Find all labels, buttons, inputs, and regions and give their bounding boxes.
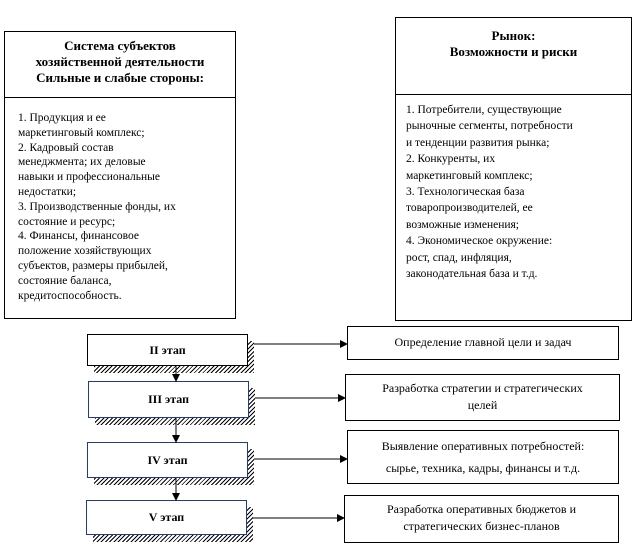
list-item: 4. Финансы, финансовое bbox=[18, 230, 139, 243]
list-item: товаропроизводителей, ее bbox=[406, 202, 533, 215]
list-item: 3. Технологическая база bbox=[406, 186, 525, 199]
stage-label: II этап bbox=[149, 343, 186, 357]
result-line: стратегических бизнес-планов bbox=[403, 519, 560, 533]
list-item: и тенденции развития рынка; bbox=[406, 136, 550, 149]
list-item: 3. Производственные фонды, их bbox=[18, 200, 176, 213]
left-box-title-line: Сильные и слабые стороны: bbox=[36, 70, 204, 85]
result-line: Разработка оперативных бюджетов и bbox=[386, 502, 576, 516]
stage-label: V этап bbox=[148, 510, 185, 524]
list-item: недостатки; bbox=[18, 185, 77, 198]
list-item: маркетинговый комплекс; bbox=[18, 126, 145, 139]
list-item: рыночные сегменты, потребности bbox=[406, 120, 573, 133]
list-item: 2. Конкуренты, их bbox=[406, 153, 496, 166]
list-item: 1. Потребители, существующие bbox=[406, 104, 562, 116]
list-item: 4. Экономическое окружение: bbox=[406, 235, 553, 248]
stage-label: III этап bbox=[148, 392, 189, 406]
right-box-title-line: Возможности и риски bbox=[449, 44, 578, 59]
list-item: законодательная база и т.д. bbox=[406, 268, 538, 281]
list-item: 2. Кадровый состав bbox=[18, 141, 114, 154]
list-item: положение хозяйствующих bbox=[18, 245, 152, 258]
list-item: рост, спад, инфляция, bbox=[406, 251, 512, 264]
result-line: Выявление оперативных потребностей: bbox=[381, 439, 585, 453]
left-box-title-line: хозяйственной деятельности bbox=[35, 54, 205, 69]
stage-label: IV этап bbox=[147, 453, 188, 467]
list-item: навыки и профессиональные bbox=[18, 171, 160, 184]
list-item: менеджмента; их деловые bbox=[18, 156, 146, 169]
list-item: состояние баланса, bbox=[18, 274, 112, 287]
list-item: 1. Продукция и ее bbox=[18, 112, 106, 124]
result-line: сырье, техника, кадры, финансы и т.д. bbox=[385, 461, 581, 475]
left-box-title-line: Система субъектов bbox=[64, 38, 176, 53]
result-line: Определение главной цели и задач bbox=[394, 335, 572, 349]
list-item: субъектов, размеры прибылей, bbox=[18, 259, 168, 272]
list-item: кредитоспособность. bbox=[18, 289, 122, 302]
list-item: возможные изменения; bbox=[406, 218, 519, 231]
list-item: маркетинговый комплекс; bbox=[406, 169, 533, 182]
list-item: состояние и ресурс; bbox=[18, 215, 116, 228]
right-box-title-line: Рынок: bbox=[491, 28, 536, 43]
result-line: целей bbox=[467, 398, 498, 412]
result-line: Разработка стратегии и стратегических bbox=[382, 381, 583, 395]
